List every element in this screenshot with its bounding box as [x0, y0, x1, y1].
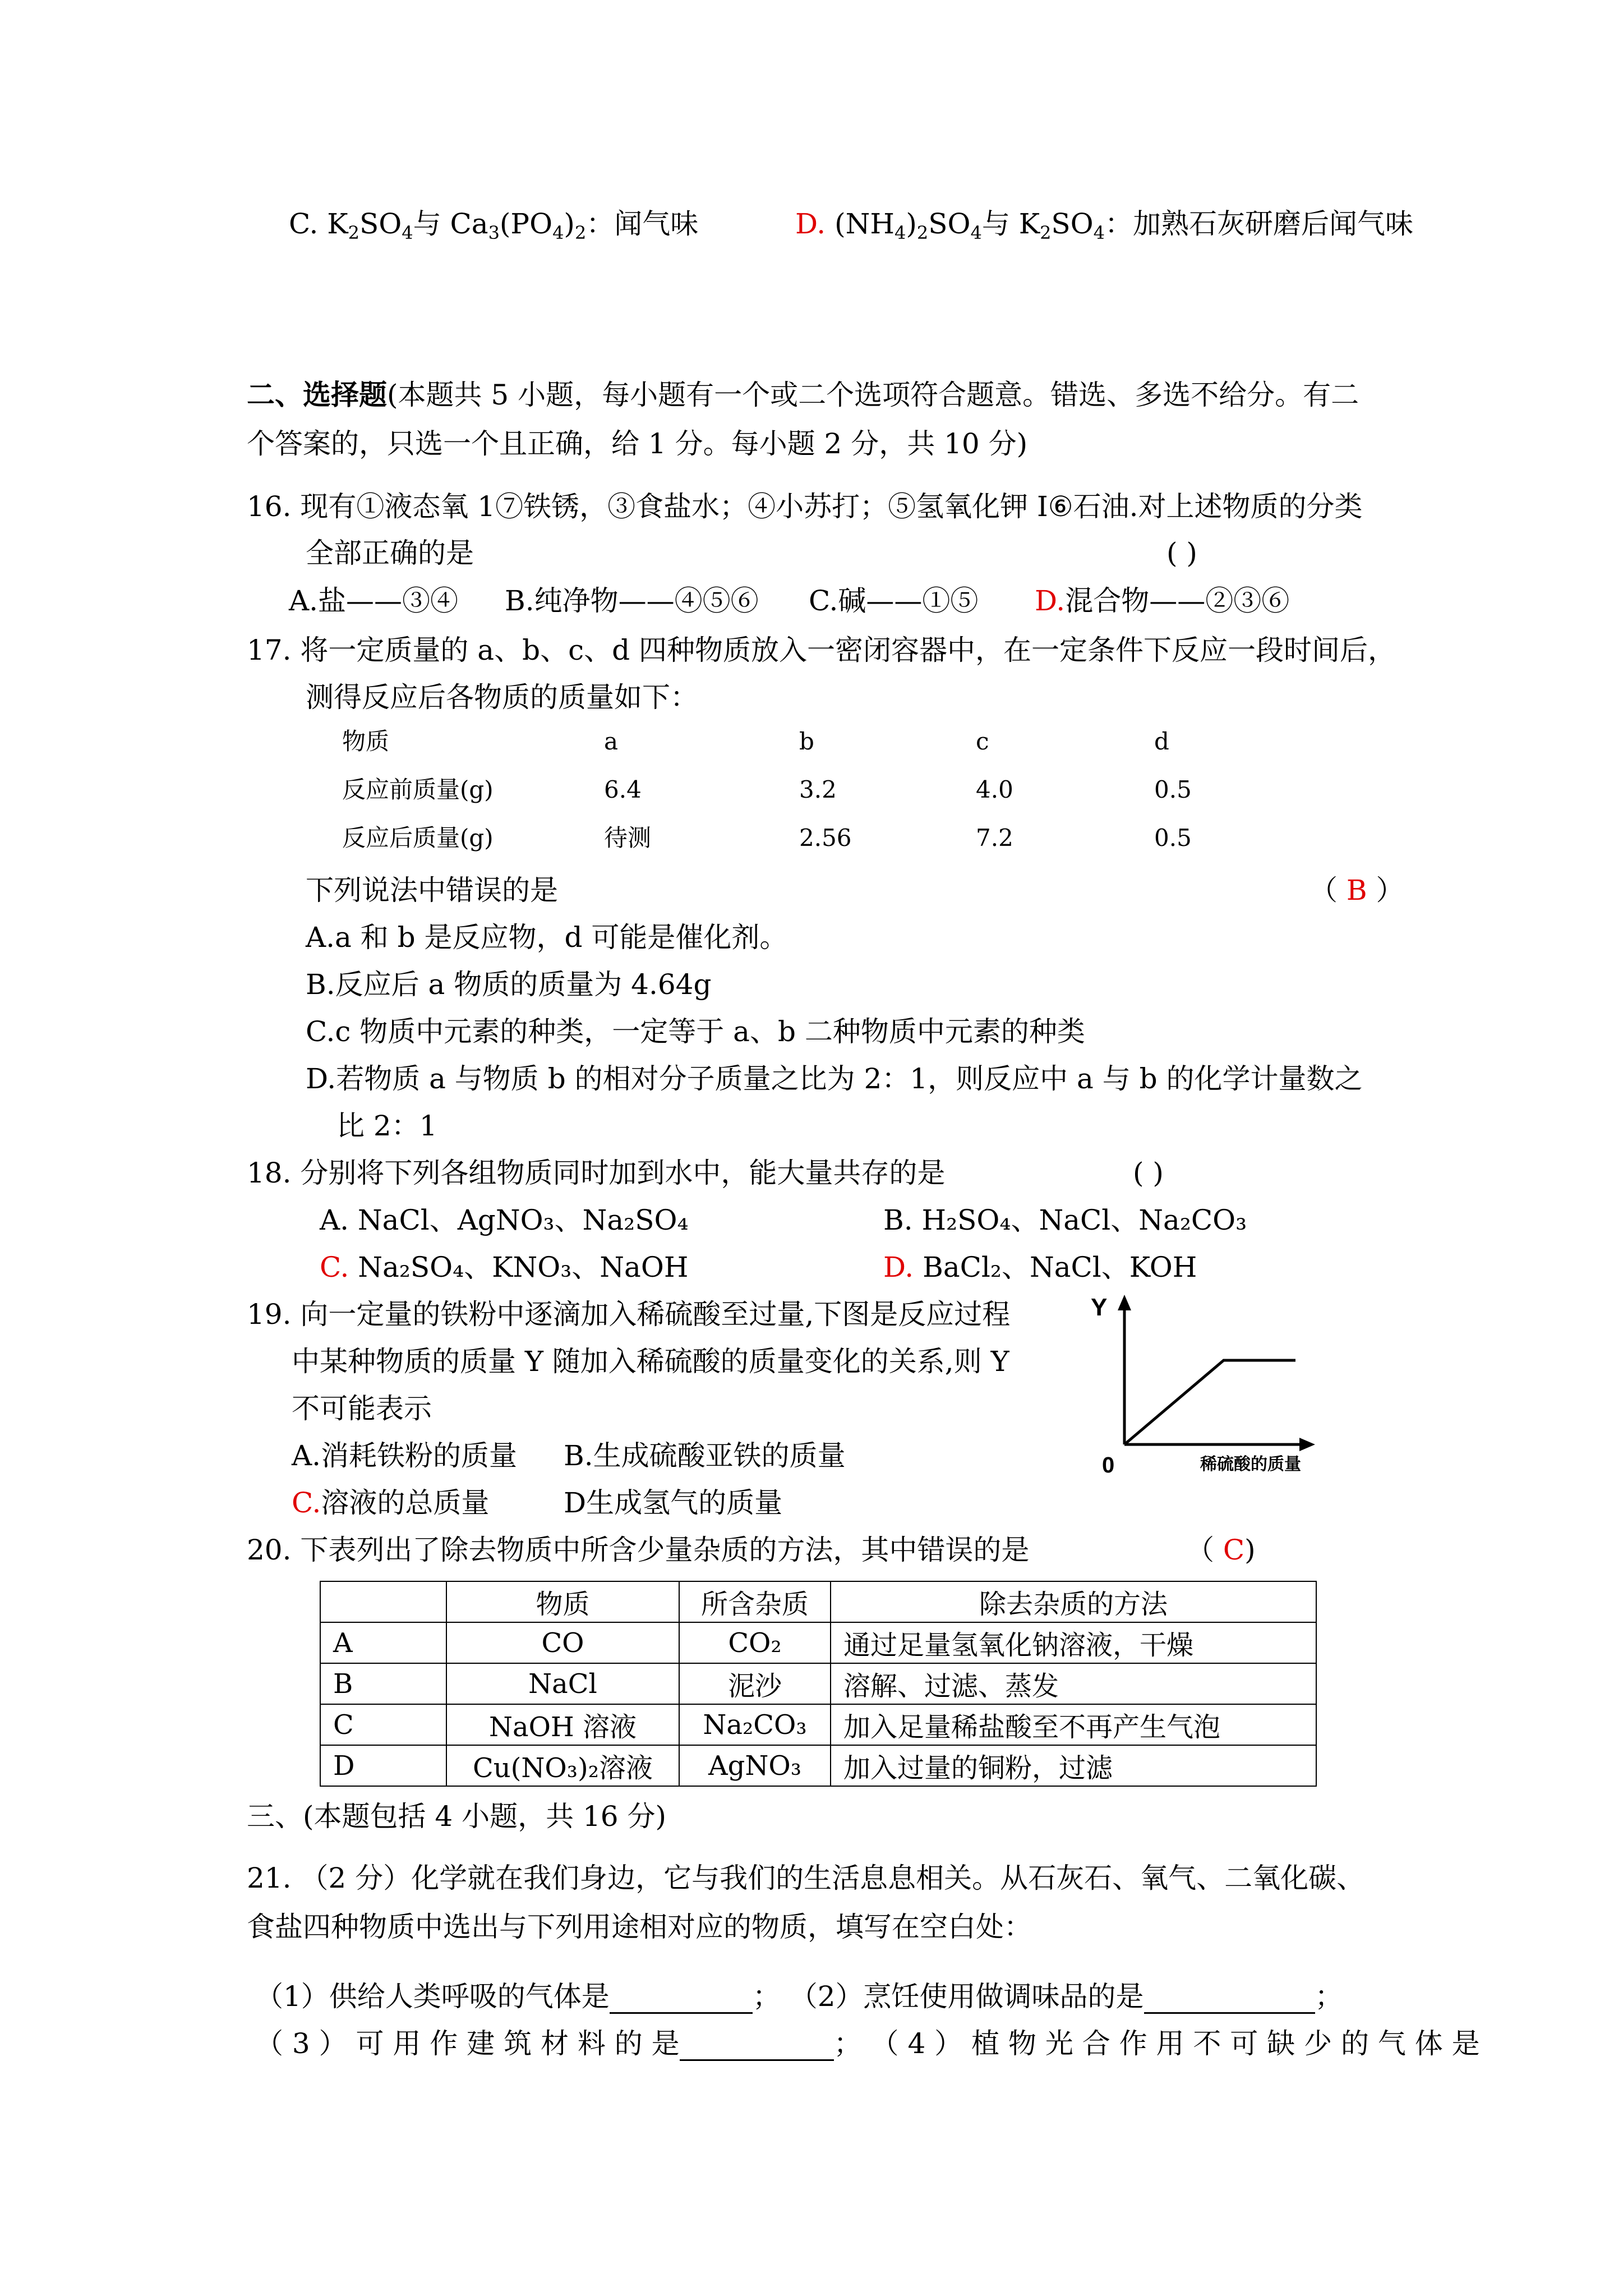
- q21-items-3-4: （ 3 ） 可 用 作 建 筑 材 料 的 是 ； （ 4 ） 植 物 光 合 作 用 不 可 缺 少 的 气 体 是: [255, 2027, 1480, 2060]
- q17-option-d-2: 比 2：1: [336, 1110, 437, 1142]
- q18-option-c: C. Na₂SO₄、KNO₃、NaOH: [320, 1251, 689, 1283]
- q21-item-3: （ 3 ） 可 用 作 建 筑 材 料 的 是: [255, 2027, 680, 2060]
- table-header-cell: 除去杂质的方法: [831, 1581, 1316, 1622]
- q17-cell: 反应前质量(g): [342, 776, 494, 803]
- q17-prompt: 下列说法中错误的是: [306, 874, 558, 907]
- q17-stem-1: 17. 将一定质量的 a、b、c、d 四种物质放入一密闭容器中，在一定条件下反应一段时间后，: [247, 634, 1396, 666]
- table-cell: 溶解、过滤、蒸发: [831, 1663, 1316, 1704]
- table-cell: NaOH 溶液: [446, 1704, 679, 1745]
- q17-header-cell: 物质: [342, 728, 390, 755]
- table-cell: A: [320, 1622, 446, 1663]
- q19-chart: [1088, 1285, 1324, 1498]
- q20-stem: 20. 下表列出了除去物质中所含少量杂质的方法，其中错误的是: [247, 1534, 1030, 1566]
- q17-cell: 3.2: [799, 776, 837, 803]
- section2-title: 二、选择题: [247, 378, 387, 411]
- q16-stem-2: 全部正确的是: [306, 537, 474, 569]
- q15-option-d: D. $(NH_4)_2SO_4$与 $K_2SO_4$：加熟石灰研磨后闻气味: [795, 208, 1414, 243]
- q15-option-c-part: C. K: [289, 208, 348, 240]
- q21-items-1-2: （1）供给人类呼吸的气体是 ； （2）烹饪使用做调味品的是 ；: [255, 1980, 1343, 2013]
- chart-series-line: [1124, 1360, 1295, 1444]
- q19-option-c: C.溶液的总质量: [292, 1487, 490, 1519]
- q17-answer: B: [1346, 874, 1367, 907]
- q16-answer-paren: ( ): [1166, 537, 1197, 569]
- q16-option-a: A.盐——③④: [289, 585, 459, 617]
- q17-header-cell: d: [1154, 728, 1169, 755]
- q19-stem-1: 19. 向一定量的铁粉中逐滴加入稀硫酸至过量,下图是反应过程: [247, 1298, 1011, 1331]
- section2-desc-1: (本题共 5 小题，每小题有一个或二个选项符合题意。错选、多选不给分。有二: [387, 379, 1359, 411]
- q21-blank-2[interactable]: [1144, 1990, 1315, 2014]
- q19-option-c-letter: C.: [292, 1487, 321, 1519]
- table-cell: 加入过量的铜粉，过滤: [831, 1745, 1316, 1786]
- q17-stem-2: 测得反应后各物质的质量如下：: [306, 681, 698, 714]
- q18-option-d-letter: D.: [883, 1251, 914, 1283]
- q17-option-d-1: D.若物质 a 与物质 b 的相对分子质量之比为 2：1，则反应中 a 与 b 的化学计量数之: [306, 1062, 1363, 1095]
- q20-answer: C: [1223, 1534, 1245, 1566]
- q18-option-c-letter: C.: [320, 1251, 349, 1283]
- q17-option-b: B.反应后 a 物质的质量为 4.64g: [306, 968, 712, 1001]
- q17-cell: 反应后质量(g): [342, 824, 494, 852]
- table-cell: CO: [446, 1622, 679, 1663]
- q19-stem-2: 中某种物质的质量 Y 随加入稀硫酸的质量变化的关系,则 Y: [292, 1345, 1009, 1378]
- table-cell: Na₂CO₃: [679, 1704, 831, 1745]
- table-cell: Cu(NO₃)₂溶液: [446, 1745, 679, 1786]
- table-cell: CO₂: [679, 1622, 831, 1663]
- section2-desc-2: 个答案的，只选一个且正确，给 1 分。每小题 2 分，共 10 分): [247, 427, 1028, 460]
- q16-stem-1: 16. 现有①液态氧 1⑦铁锈，③食盐水；④小苏打；⑤氢氧化钾 I⑥石油.对上述物质的分类: [247, 490, 1363, 523]
- q21-item-1: （1）供给人类呼吸的气体是: [255, 1980, 610, 2013]
- table-cell: 加入足量稀盐酸至不再产生气泡: [831, 1704, 1316, 1745]
- q17-cell: 7.2: [976, 824, 1013, 852]
- table-cell: D: [320, 1745, 446, 1786]
- chart-origin-label: 0: [1102, 1453, 1115, 1478]
- q16-option-d-letter: D.: [1035, 585, 1066, 617]
- chart-x-axis-arrow: [1299, 1438, 1315, 1451]
- table-cell: NaCl: [446, 1663, 679, 1704]
- q21-item-2: （2）烹饪使用做调味品的是: [789, 1980, 1144, 2013]
- table-header-cell: [320, 1581, 446, 1622]
- q17-header-cell: a: [604, 728, 619, 755]
- table-cell: 通过足量氢氧化钠溶液，干燥: [831, 1622, 1316, 1663]
- q17-cell: 0.5: [1154, 776, 1192, 803]
- q21-stem-2: 食盐四种物质中选出与下列用途相对应的物质，填写在空白处：: [247, 1911, 1032, 1943]
- q18-option-a: A. NaCl、AgNO₃、Na₂SO₄: [320, 1204, 689, 1236]
- table-cell: C: [320, 1704, 446, 1745]
- section3-title: 三、(本题包括 4 小题，共 16 分): [247, 1800, 667, 1833]
- q17-cell: 2.56: [799, 824, 852, 852]
- q21-stem-1: 21. （2 分）化学就在我们身边，它与我们的生活息息相关。从石灰石、氧气、二氧化碳、: [247, 1862, 1365, 1894]
- table-row: [320, 1622, 1316, 1663]
- q17-cell: 待测: [604, 824, 652, 852]
- table-row: [320, 1704, 1316, 1745]
- q20-impurity-table: [320, 1581, 1317, 1787]
- q17-cell: 0.5: [1154, 824, 1192, 852]
- q20-answer-paren: （ C): [1186, 1534, 1256, 1566]
- q21-blank-1[interactable]: [610, 1990, 753, 2014]
- q15-option-c: C. $K_2SO_4$与 $Ca_3(PO_4)_2$：闻气味: [289, 208, 699, 243]
- chart-x-axis-label: 稀硫酸的质量: [1200, 1455, 1301, 1474]
- table-cell: 泥沙: [679, 1663, 831, 1704]
- table-header-row: [320, 1581, 1316, 1622]
- table-row: [320, 1663, 1316, 1704]
- chart-y-axis-label: Y: [1091, 1294, 1108, 1321]
- q17-cell: 4.0: [976, 776, 1013, 803]
- q17-option-c: C.c 物质中元素的种类，一定等于 a、b 二种物质中元素的种类: [306, 1015, 1085, 1048]
- q18-answer-paren: ( ): [1133, 1157, 1164, 1189]
- section2-heading: [247, 378, 1359, 412]
- table-cell: AgNO₃: [679, 1745, 831, 1786]
- q16-option-d: D.混合物——②③⑥: [1035, 585, 1290, 617]
- q19-option-d: D生成氢气的质量: [564, 1487, 783, 1519]
- q17-cell: 6.4: [604, 776, 642, 803]
- q17-answer-paren: （ B ）: [1310, 874, 1404, 907]
- table-header-cell: 所含杂质: [679, 1581, 831, 1622]
- q18-stem: 18. 分别将下列各组物质同时加到水中，能大量共存的是: [247, 1157, 946, 1189]
- q19-option-b: B.生成硫酸亚铁的质量: [564, 1439, 846, 1472]
- q16-option-b: B.纯净物——④⑤⑥: [505, 585, 759, 617]
- q21-blank-3[interactable]: [680, 2037, 834, 2061]
- q17-option-a: A.a 和 b 是反应物，d 可能是催化剂。: [306, 921, 788, 954]
- table-header-cell: 物质: [446, 1581, 679, 1622]
- table-row: [320, 1745, 1316, 1786]
- q17-header-cell: b: [799, 728, 814, 755]
- q19-stem-3: 不可能表示: [292, 1392, 432, 1425]
- table-cell: B: [320, 1663, 446, 1704]
- q21-item-4: （ 4 ） 植 物 光 合 作 用 不 可 缺 少 的 气 体 是: [870, 2027, 1480, 2060]
- chart-y-axis-arrow: [1118, 1295, 1131, 1310]
- q18-option-b: B. H₂SO₄、NaCl、Na₂CO₃: [883, 1204, 1247, 1236]
- q18-option-d: D. BaCl₂、NaCl、KOH: [883, 1251, 1197, 1283]
- q16-option-c: C.碱——①⑤: [809, 585, 979, 617]
- q19-option-a: A.消耗铁粉的质量: [292, 1439, 518, 1472]
- q17-header-cell: c: [976, 728, 989, 755]
- q15-option-d-letter: D.: [795, 208, 826, 240]
